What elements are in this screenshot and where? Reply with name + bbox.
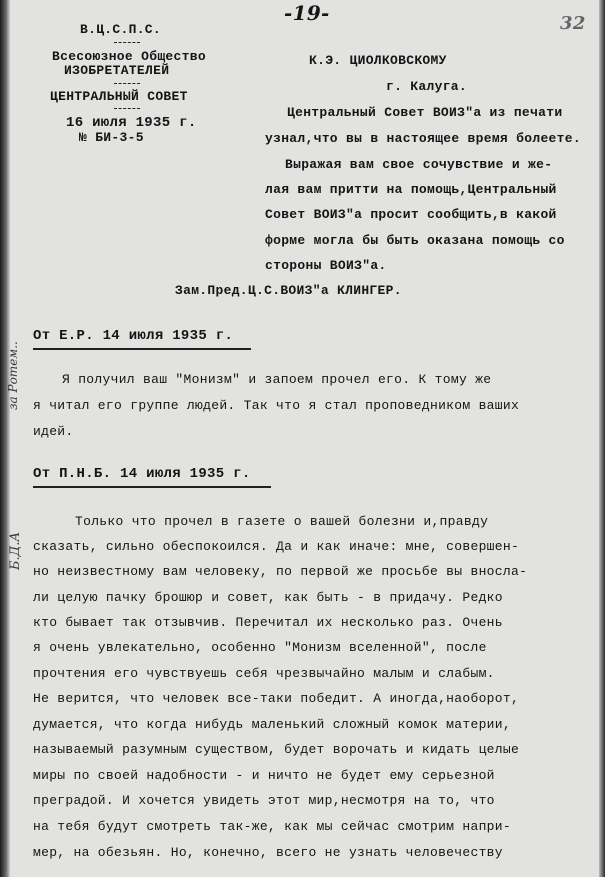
letter-line: Центральный Совет ВОИЗ"а из печати — [287, 105, 563, 120]
entry2-line: но неизвестному вам человеку, по первой же просьбе вы вносла- — [33, 564, 528, 579]
corner-number: 32 — [560, 13, 586, 34]
entry2-line: преградой. И хочется увидеть этот мир,несмотря на то, что — [33, 793, 495, 808]
entry2-line: на тебя будут смотреть так-же, как мы сейчас смотрим напри- — [33, 819, 511, 834]
header-society-2: ИЗОБРЕТАТЕЛЕЙ — [64, 63, 170, 78]
entry2-line: Не верится, что человек все-таки победит. А иногда,наоборот, — [33, 691, 520, 706]
entry2-line: сказать, сильно обеспокоился. Да и как иначе: мне, совершен- — [33, 539, 520, 554]
letter-signature: Зам.Пред.Ц.С.ВОИЗ"а КЛИНГЕР. — [175, 283, 402, 298]
entry2-line: Только что прочел в газете о вашей болезни и,правду — [75, 514, 489, 529]
letter-line: стороны ВОИЗ"а. — [265, 258, 387, 273]
margin-note-lower: Б.Д.А — [8, 531, 23, 570]
letter-line: форме могла бы быть оказана помощь со — [265, 233, 565, 248]
header-date: 16 июля 1935 г. — [66, 115, 197, 131]
scan-edge-left — [0, 0, 10, 877]
entry1-heading: От Е.Р. 14 июля 1935 г. — [33, 328, 234, 344]
entry1-line: я читал его группе людей. Так что я стал проповедником ваших — [33, 398, 520, 413]
header-divider-2 — [114, 83, 140, 84]
letter-line: лая вам притти на помощь,Центральный — [265, 182, 557, 197]
header-council: ЦЕНТРАЛЬНЫЙ СОВЕТ — [50, 89, 188, 104]
header-number: № БИ-3-5 — [79, 130, 144, 145]
entry2-heading: От П.Н.Б. 14 июля 1935 г. — [33, 466, 251, 482]
addressee-name: К.Э. ЦИОЛКОВСКОМУ — [309, 53, 447, 68]
letter-line: Совет ВОИЗ"а просит сообщить,в какой — [265, 207, 557, 222]
entry1-line: идей. — [33, 424, 74, 439]
entry2-line: кто бывает так отзывчив. Перечитал их несколько раз. Очень — [33, 615, 503, 630]
entry2-line: ли целую пачку брошюр и совет, как быть - в придачу. Редко — [33, 590, 503, 605]
entry2-line: миры по своей надобности - и ничто не будет ему серьезной — [33, 768, 495, 783]
letter-line: узнал,что вы в настоящее время болеете. — [265, 131, 581, 146]
addressee-city: г. Калуга. — [386, 79, 468, 94]
page-number: -19- — [284, 1, 330, 25]
entry2-line: называемый разумным существом, будет ворочать и кидать целые — [33, 742, 520, 757]
header-org: В.Ц.С.П.С. — [80, 22, 162, 37]
entry2-heading-underline — [33, 486, 271, 488]
entry1-heading-underline — [33, 348, 251, 350]
header-society-1: Всесоюзное Общество — [52, 49, 206, 64]
entry2-line: мер, на обезьян. Но, конечно, всего не узнать человечеству — [33, 845, 503, 860]
letter-line: Выражая вам свое сочувствие и же- — [285, 157, 553, 172]
entry2-line: прочтения его чувствуешь себя чрезвычайно малым и слабым. — [33, 666, 495, 681]
header-divider-3 — [114, 108, 140, 109]
entry2-line: я очень увлекательно, особенно "Монизм вселенной", после — [33, 640, 487, 655]
entry1-line: Я получил ваш "Монизм" и запоем прочел его. К тому же — [62, 372, 492, 387]
margin-note-upper: за Ротем.. — [6, 341, 20, 410]
scan-edge-right — [599, 0, 605, 877]
header-divider-1 — [114, 42, 140, 43]
entry2-line: думается, что когда нибудь маленький сложный комок материи, — [33, 717, 511, 732]
